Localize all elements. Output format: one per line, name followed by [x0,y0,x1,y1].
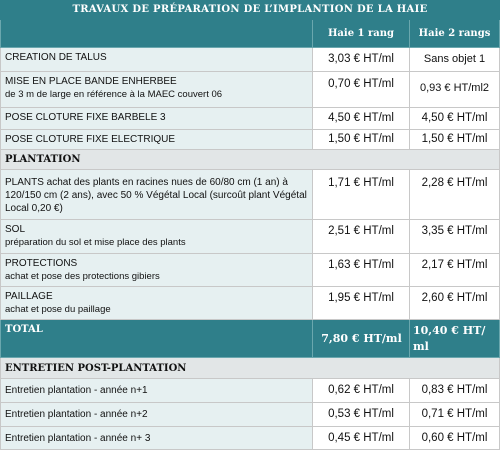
header-haie1: Haie 1 rang [313,20,410,48]
table-row [0,108,500,130]
total-haie1: 7,80 € HT/ml [313,320,410,358]
row-label: Entretien plantation - année n+1 [0,379,313,403]
table-row [0,379,500,403]
row-label: PAILLAGE achat et pose du paillage [0,287,313,320]
table-row [0,427,500,450]
header-haie2: Haie 2 rangs [410,20,500,48]
row-haie2-value: 0,93 € HT/ml2 [410,72,500,108]
table-row [0,130,500,150]
total-row [0,320,500,358]
row-label: MISE EN PLACE BANDE ENHERBEE de 3 m de large en référence à la MAEC couvert 06 [0,72,313,108]
row-haie2-value: 0,71 € HT/ml [410,403,500,427]
section-header-row [0,150,500,170]
row-label: POSE CLOTURE FIXE BARBELE 3 [0,108,313,130]
row-haie1-value: 2,51 € HT/ml [313,220,410,254]
row-haie1-value: 0,53 € HT/ml [313,403,410,427]
row-haie1-value: 1,71 € HT/ml [313,170,410,220]
section-header-row [0,358,500,379]
column-header-row [0,20,500,48]
row-label: PROTECTIONS achat et pose des protections gibiers [0,254,313,287]
table-row [0,403,500,427]
row-label: Entretien plantation - année n+2 [0,403,313,427]
row-label: PLANTS achat des plants en racines nues de 60/80 cm (1 an) à 120/150 cm (2 ans), avec 50 % Végétal Local (surcoût plant Végétal Local 0,20 €) [0,170,313,220]
row-haie2-value: 3,35 € HT/ml [410,220,500,254]
section-title-entretien: ENTRETIEN POST-PLANTATION [0,358,500,379]
row-label: Entretien plantation - année n+ 3 [0,427,313,450]
total-haie2: 10,40 € HT/ ml [410,320,500,358]
row-haie2-value: Sans objet 1 [410,48,500,72]
row-haie1-value: 0,45 € HT/ml [313,427,410,450]
table-row [0,72,500,108]
row-haie2-value: 1,50 € HT/ml [410,130,500,150]
row-haie2-value: 2,17 € HT/ml [410,254,500,287]
table-title-row [0,0,500,20]
total-label: TOTAL [0,320,313,358]
table-row [0,220,500,254]
table-row [0,170,500,220]
row-haie2-value: 2,60 € HT/ml [410,287,500,320]
row-haie1-value: 1,95 € HT/ml [313,287,410,320]
row-haie1-value: 3,03 € HT/ml [313,48,410,72]
row-haie2-value: 2,28 € HT/ml [410,170,500,220]
row-haie1-value: 0,70 € HT/ml [313,72,410,108]
section-title-plantation: PLANTATION [0,150,500,170]
table-row [0,287,500,320]
row-haie2-value: 0,83 € HT/ml [410,379,500,403]
row-haie1-value: 1,50 € HT/ml [313,130,410,150]
header-blank-cell [0,20,313,48]
table-title: TRAVAUX DE PRÉPARATION DE L’IMPLANTION DE LA HAIE [72,4,428,15]
row-label: POSE CLOTURE FIXE ELECTRIQUE [0,130,313,150]
row-haie1-value: 1,63 € HT/ml [313,254,410,287]
row-label: SOL préparation du sol et mise place des plants [0,220,313,254]
row-label: CREATION DE TALUS [0,48,313,72]
table-row [0,254,500,287]
row-haie1-value: 4,50 € HT/ml [313,108,410,130]
row-haie2-value: 0,60 € HT/ml [410,427,500,450]
table-row [0,48,500,72]
row-haie2-value: 4,50 € HT/ml [410,108,500,130]
row-haie1-value: 0,62 € HT/ml [313,379,410,403]
